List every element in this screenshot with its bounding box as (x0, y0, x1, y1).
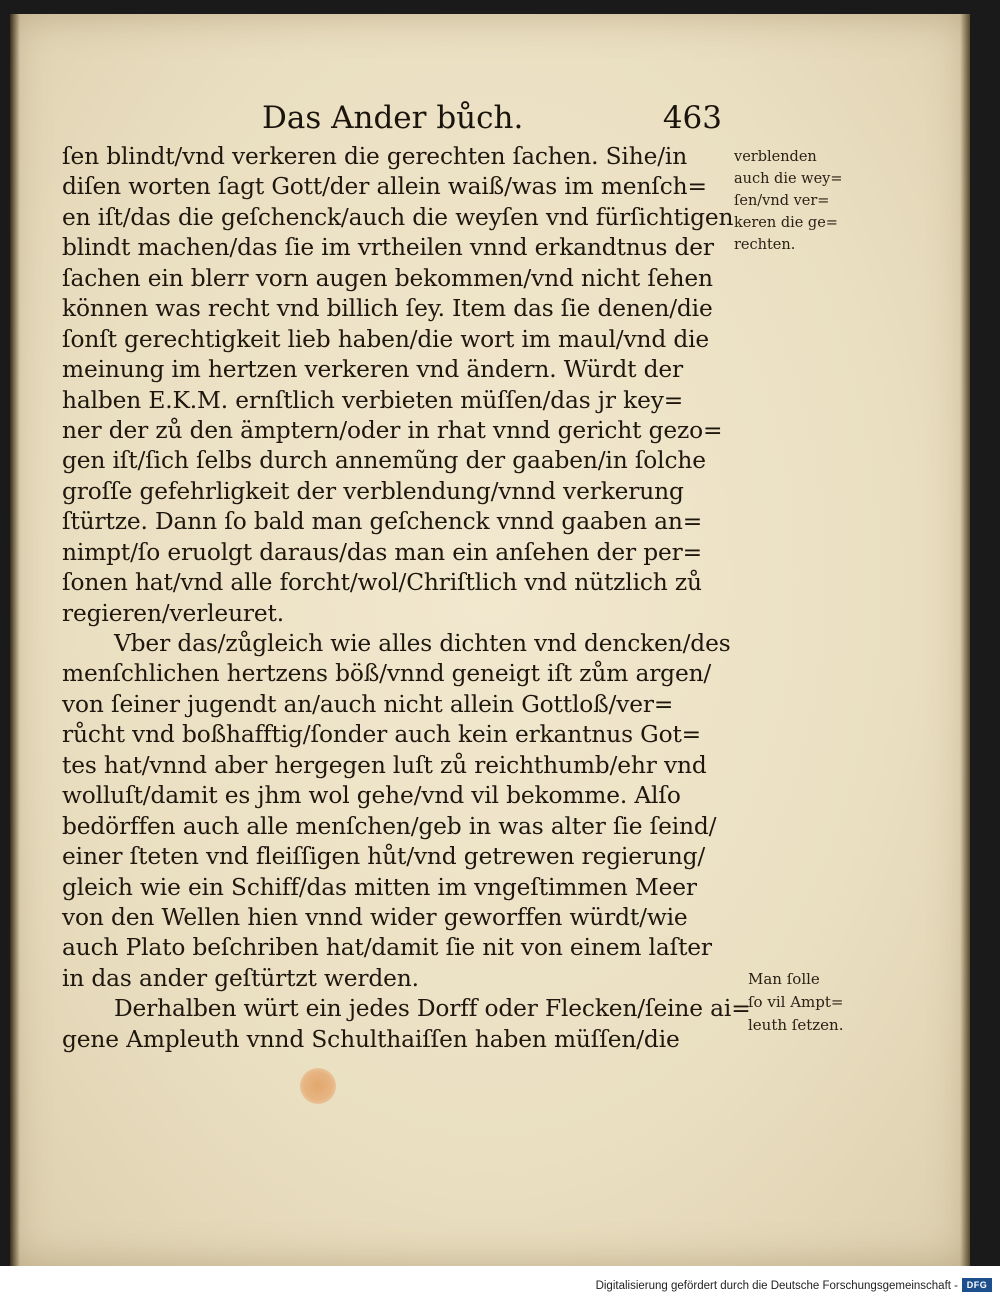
text-line: ſonen hat/vnd alle forcht/wol/Chriſtlich vnd nützlich zů (62, 569, 702, 597)
text-line: ſonſt gerechtigkeit lieb haben/die wort im maul/vnd die (62, 325, 710, 353)
margin-note-line: ſo vil Ampt= (748, 993, 844, 1011)
text-line: nimpt/ſo eruolgt daraus/das man ein anſehen der per= (62, 538, 702, 566)
text-line: gen iſt/ſich ſelbs durch annemũng der gaaben/in ſolche (62, 447, 706, 475)
text-line: gene Ampleuth vnnd Schulthaiſſen haben müſſen/die (62, 1025, 680, 1053)
margin-note-line: keren die ge= (734, 215, 838, 231)
paper-stain (300, 1068, 336, 1104)
main-text-block (62, 142, 751, 1055)
text-line: blindt machen/das ſie im vrtheilen vnnd erkandtnus der (62, 234, 714, 262)
text-line: einer ſteten vnd fleiſſigen hůt/vnd getrewen regierung/ (62, 843, 706, 871)
page-fore-edge (960, 14, 970, 1266)
margin-note-line: ſen/vnd ver= (734, 193, 830, 209)
text-line: diſen worten ſagt Gott/der allein waiß/was im menſch= (62, 173, 707, 201)
text-line: ſen blindt/vnd verkeren die gerechten ſachen. Sihe/in (62, 143, 688, 170)
margin-note-line: leuth ſetzen. (748, 1016, 844, 1034)
text-line: ſachen ein blerr vorn augen bekommen/vnd nicht ſehen (62, 264, 713, 292)
text-line: regieren/verleuret. (62, 599, 285, 627)
text-line: auch Plato beſchriben hat/damit ſie nit von einem laſter (62, 934, 712, 962)
text-line: menſchlichen hertzens böß/vnnd geneigt iſt zům argen/ (62, 660, 712, 688)
text-line: bedörffen auch alle menſchen/geb in was alter ſie ſeind/ (62, 812, 717, 840)
paragraph-start-line: Derhalben würt ein jedes Dorff oder Flecken/ſeine ai= (114, 995, 751, 1023)
margin-note-line: verblenden (734, 149, 817, 165)
page-number: 463 (662, 100, 722, 136)
running-head (262, 100, 722, 136)
margin-note-2 (748, 968, 843, 1037)
text-line: von ſeiner jugendt an/auch nicht allein Gottloß/ver= (62, 690, 674, 718)
text-line: meinung im hertzen verkeren vnd ändern. Würdt der (62, 356, 684, 384)
text-line: von den Wellen hien vnnd wider geworffen würdt/wie (62, 903, 688, 931)
text-line: tes hat/vnnd aber hergegen luſt zů reichthumb/ehr vnd (62, 751, 707, 779)
text-line: groſſe gefehrligkeit der verblendung/vnnd verkerung (62, 477, 684, 505)
margin-note-1 (734, 146, 843, 256)
text-line: wolluſt/damit es jhm wol gehe/vnd vil bekomme. Alſo (62, 782, 681, 810)
page-binding-shadow (10, 14, 20, 1266)
text-line: ſtürtze. Dann ſo bald man geſchenck vnnd gaaben an= (62, 508, 703, 536)
dfg-logo-icon: DFG (962, 1278, 992, 1292)
text-line: in das ander geſtürtzt werden. (62, 964, 419, 992)
text-line: gleich wie ein Schiff/das mitten im vngeſtimmen Meer (62, 873, 697, 901)
text-line: ner der zů den ämptern/oder in rhat vnnd gericht gezo= (62, 416, 723, 444)
margin-note-line: auch die wey= (734, 171, 843, 187)
text-line: können was recht vnd billich ſey. Item das ſie denen/die (62, 295, 713, 323)
paragraph-start-line: Vber das/zůgleich wie alles dichten vnd dencken/des (114, 630, 731, 657)
funding-credit: Digitalisierung gefördert durch die Deutsche Forschungsgemeinschaft - (595, 1280, 958, 1292)
running-title: Das Ander bůch. (262, 100, 524, 136)
text-line: en iſt/das die geſchenck/auch die weyſen vnd fürſichtigen (62, 203, 734, 231)
margin-note-line: rechten. (734, 237, 796, 253)
margin-note-line: Man ſolle (748, 970, 820, 988)
text-line: halben E.K.M. ernſtlich verbieten müſſen/das jr key= (62, 386, 684, 414)
text-line: růcht vnd boßhafftig/ſonder auch kein erkantnus Got= (62, 721, 702, 749)
